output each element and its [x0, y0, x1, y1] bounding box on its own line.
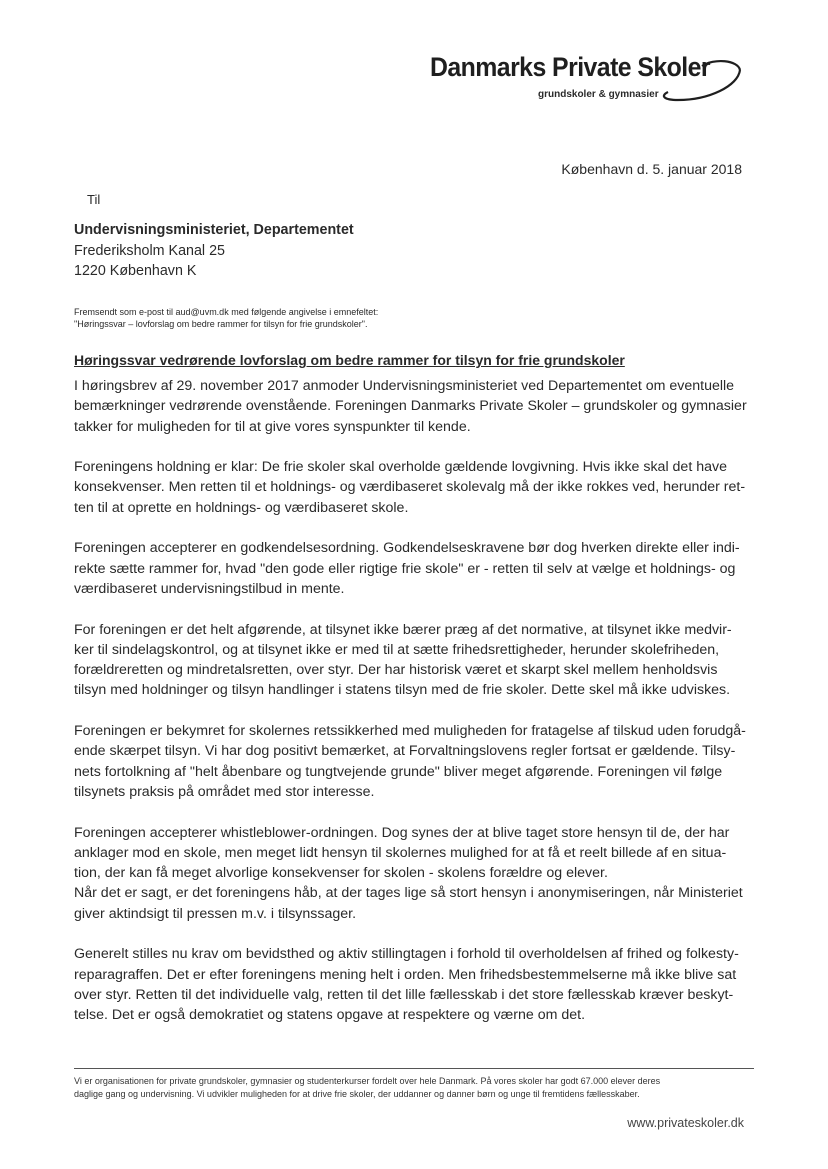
body-paragraph	[74, 823, 754, 924]
footer-line: daglige gang og undervisning. Vi udvikler muligheden for at drive frie skoler, der uddanner og danner børn og unge til fremtidens fællesskaber.	[74, 1088, 640, 1099]
body-line: bemærkninger vedrørende ovenstående. Foreningen Danmarks Private Skoler – grundskoler og gymnasier	[74, 398, 747, 415]
submission-note	[74, 307, 378, 330]
body-line: over styr. Retten til det individuelle valg, retten til det lille fællesskab i det store fællesskab kræver beskyt-	[74, 986, 734, 1003]
body-paragraph	[74, 376, 754, 437]
body-line: ker til sindelagskontrol, og at tilsynet ikke er med til at sætte frihedsrettigheder, herunder skolefriheden,	[74, 641, 720, 658]
body-line: Foreningens holdning er klar: De frie skoler skal overholde gældende lovgivning. Hvis ikke skal det have	[74, 459, 727, 476]
organization-logo	[430, 52, 750, 112]
to-label: Til	[87, 192, 101, 207]
body-paragraph	[74, 944, 754, 1025]
recipient-name: Undervisningsministeriet, Departementet	[74, 222, 354, 238]
submission-note-line: Fremsendt som e-post til aud@uvm.dk med følgende angivelse i emnefeltet:	[74, 307, 379, 317]
body-paragraph	[74, 620, 754, 701]
submission-note-line: "Høringssvar – lovforslag om bedre rammer for tilsyn for frie grundskoler".	[74, 318, 368, 329]
body-line: Generelt stilles nu krav om bevidsthed og aktiv stillingtagen i forhold til overholdelsen af frihed og folkesty-	[74, 946, 739, 963]
body-paragraph	[74, 538, 754, 599]
body-line: konsekvenser. Men retten til et holdnings- og værdibaseret skolevalg må der ikke rokkes ved, herunder ret-	[74, 479, 746, 496]
body-line: For foreningen er det helt afgørende, at tilsynet ikke bærer præg af det normative, at tilsynet ikke medvir-	[74, 621, 732, 638]
body-line: Foreningen accepterer whistleblower-ordningen. Dog synes der at blive taget store hensyn til de, der har	[74, 824, 730, 841]
body-line: ten til at oprette en holdnings- og værdibaseret skole.	[74, 499, 409, 516]
body-line: Foreningen accepterer en godkendelsesordning. Godkendelseskravene bør dog hverken direkte eller indi-	[74, 540, 740, 557]
body-line: reparagraffen. Det er efter foreningens mening helt i orden. Men frihedsbestemmelserne må ikke blive sat	[74, 966, 737, 983]
body-line: tilsynets praksis på området med stor interesse.	[74, 783, 375, 800]
body-paragraph	[74, 457, 754, 518]
website-link[interactable]: www.privateskoler.dk	[627, 1116, 744, 1130]
footer-divider	[74, 1068, 754, 1069]
body-line: nets fortolkning af "helt åbenbare og tungtvejende grunde" bliver meget afgørende. Foreningen vil følge	[74, 763, 723, 780]
body-line: tion, der kan få meget alvorlige konsekvenser for skolen - skolens forældre og elever.	[74, 865, 608, 882]
logo-name: Danmarks Private Skoler	[430, 52, 711, 82]
body-line: Når det er sagt, er det foreningens håb, at der tages lige så stort hensyn i anonymiseringen, når Ministeriet	[74, 885, 743, 902]
body-line: I høringsbrev af 29. november 2017 anmoder Undervisningsministeriet ved Departementet om eventuelle	[74, 378, 735, 394]
body-line: rekte sætte rammer for, hvad "den gode eller rigtige frie skole" er - retten til selv at vælge et holdnings- og	[74, 560, 736, 577]
body-line: giver aktindsigt til pressen m.v. i tilsynssager.	[74, 905, 357, 922]
body-line: takker for muligheden for til at give vores synspunkter til kende.	[74, 418, 471, 435]
recipient-street: Frederiksholm Kanal 25	[74, 242, 225, 259]
body-paragraph	[74, 721, 754, 802]
letter-date: København d. 5. januar 2018	[561, 161, 742, 177]
body-line: Foreningen er bekymret for skolernes retssikkerhed med muligheden for fratagelse af tilskud uden forudgå-	[74, 723, 746, 740]
footer-text	[74, 1075, 660, 1100]
body-line: telse. Det er også demokratiet og statens opgave at respektere og værne om det.	[74, 1007, 586, 1024]
letter-body	[74, 376, 754, 1046]
recipient-city: 1220 København K	[74, 263, 197, 279]
letter-subject: Høringssvar vedrørende lovforslag om bedre rammer for tilsyn for frie grundskoler	[74, 352, 625, 368]
body-line: værdibaseret undervisningstilbud in mente.	[74, 580, 345, 597]
logo-swoosh-icon	[654, 56, 744, 106]
body-line: ende skærpet tilsyn. Vi har dog positivt bemærket, at Forvaltningslovens regler fortsat er gældende. Tilsy-	[74, 743, 736, 760]
footer-line: Vi er organisationen for private grundskoler, gymnasier og studenterkurser fordelt over hele Danmark. På vores skoler har godt 67.000 elever deres	[74, 1076, 661, 1086]
body-line: forældreretten og mindretalsretten, over styr. Der har historisk været et skarpt skel mellem henholdsvis	[74, 662, 718, 679]
recipient-address	[74, 220, 354, 282]
body-line: anklager mod en skole, men meget lidt hensyn til skolernes mulighed for at få et reelt billede af en situa-	[74, 844, 727, 861]
body-line: tilsyn med holdninger og tilsyn handlinger i statens tilsyn med de frie skoler. Dette skel må ikke udviskes.	[74, 682, 731, 699]
logo-tagline: grundskoler & gymnasier	[538, 89, 659, 100]
